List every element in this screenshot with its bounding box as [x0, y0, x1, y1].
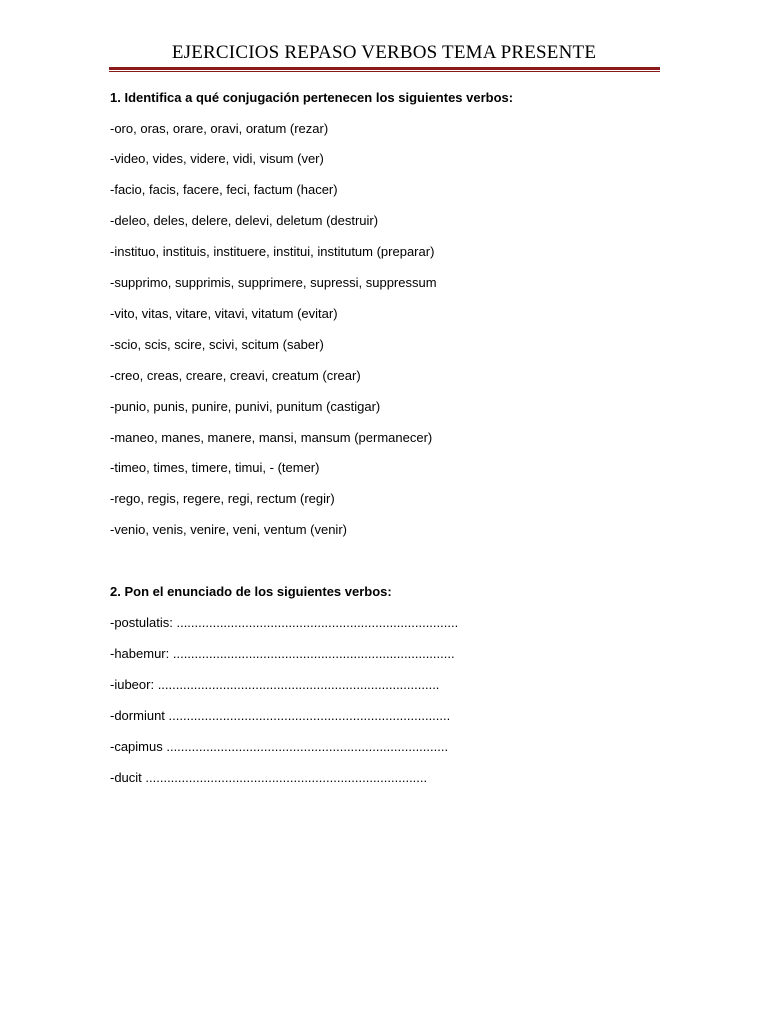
exercise-2-item: -iubeor: .............................................................................. — [110, 677, 440, 692]
title-underline-thick — [109, 67, 660, 70]
exercise-2-heading: 2. Pon el enunciado de los siguientes verbos: — [110, 584, 392, 599]
exercise-1-item: -timeo, times, timere, timui, - (temer) — [110, 460, 320, 475]
title-underline-thin — [109, 71, 660, 72]
exercise-1-item: -supprimo, supprimis, supprimere, supressi, suppressum — [110, 275, 437, 290]
exercise-1-item: -instituo, instituis, instituere, institui, institutum (preparar) — [110, 244, 435, 259]
document-title: EJERCICIOS REPASO VERBOS TEMA PRESENTE — [171, 42, 597, 63]
exercise-2-item: -habemur: .............................................................................. — [110, 646, 455, 661]
exercise-1-item: -scio, scis, scire, scivi, scitum (saber) — [110, 337, 324, 352]
exercise-2-item: -dormiunt .............................................................................. — [110, 708, 451, 723]
exercise-1-item: -deleo, deles, delere, delevi, deletum (destruir) — [110, 213, 379, 228]
exercise-1-item: -facio, facis, facere, feci, factum (hacer) — [110, 182, 338, 197]
exercise-1-item: -oro, oras, orare, oravi, oratum (rezar) — [110, 121, 329, 136]
exercise-1-item: -punio, punis, punire, punivi, punitum (castigar) — [110, 399, 381, 414]
exercise-1-item: -video, vides, videre, vidi, visum (ver) — [110, 151, 324, 166]
exercise-2-item: -capimus .............................................................................. — [110, 739, 449, 754]
exercise-1-item: -rego, regis, regere, regi, rectum (regir) — [110, 491, 335, 506]
exercise-1-item: -venio, venis, venire, veni, ventum (venir) — [110, 522, 347, 537]
exercise-1-item: -maneo, manes, manere, mansi, mansum (permanecer) — [110, 430, 433, 445]
exercise-2-item: -ducit .............................................................................. — [110, 770, 428, 785]
exercise-2-item: -postulatis: .............................................................................. — [110, 615, 459, 630]
exercise-1-item: -creo, creas, creare, creavi, creatum (crear) — [110, 368, 361, 383]
exercise-1-heading: 1. Identifica a qué conjugación pertenecen los siguientes verbos: — [110, 90, 514, 105]
exercise-1-item: -vito, vitas, vitare, vitavi, vitatum (evitar) — [110, 306, 338, 321]
